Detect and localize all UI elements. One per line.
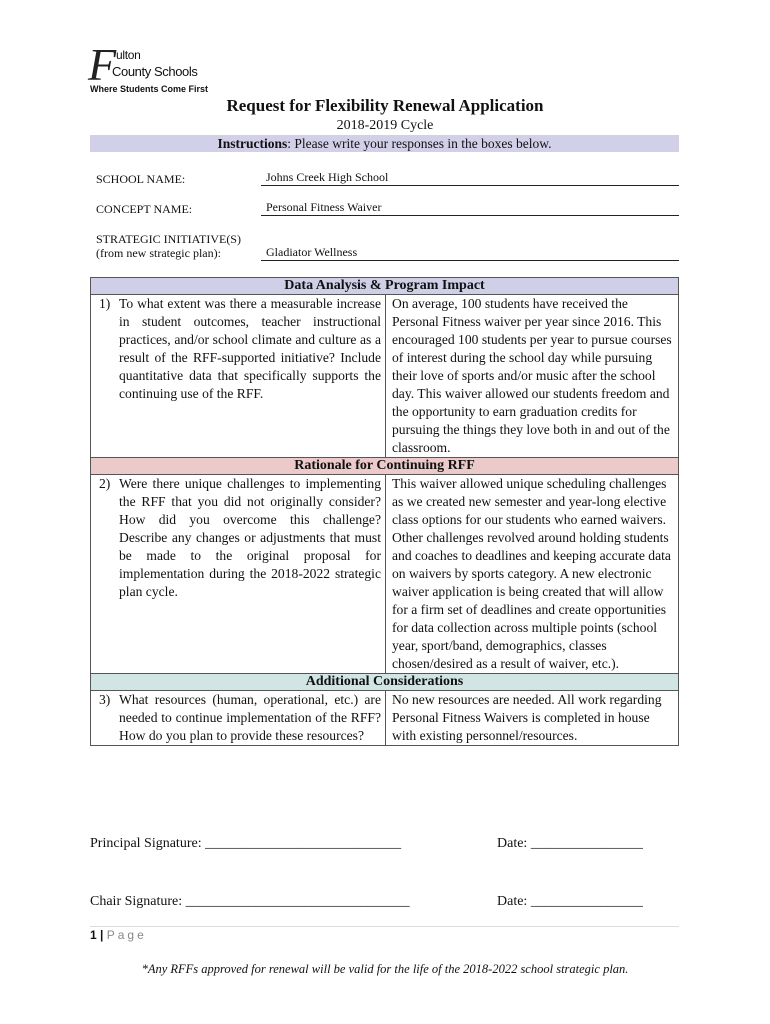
logo-line2: County Schools [112, 64, 198, 79]
instructions-bar [90, 135, 679, 152]
question-number: 1) [99, 296, 111, 311]
chair-date-line[interactable]: Date: ________________ [497, 894, 643, 909]
logo-initial: F [88, 39, 117, 90]
principal-date-line[interactable]: Date: ________________ [497, 836, 643, 851]
cycle-subtitle: 2018-2019 Cycle [336, 118, 434, 133]
page-number-value: 1 [90, 928, 97, 942]
strategic-initiative-label: STRATEGIC INITIATIVE(S) [96, 232, 241, 246]
page-number [90, 928, 147, 942]
instructions-label: Instructions [217, 136, 288, 151]
answer-cell[interactable]: On average, 100 students have received the Personal Fitness waiver per year since 2016. This encouraged 100 students per year to pursue courses of interest during the school day while pursuing their love of sports and/or music after the school day. This waiver allowed our students freedom and the opportunity to earn graduation credits for pursuing the things they love both in and out of the classroom. [386, 295, 679, 458]
school-name-field[interactable]: Johns Creek High School [261, 170, 679, 186]
page-word: Page [106, 928, 147, 942]
school-name-label: SCHOOL NAME: [96, 172, 186, 186]
question-text: Were there unique challenges to implementing the RFF that you did not originally consider? How did you overcome this challenge? Describe any changes or adjustments that must be made to the original proposal for implementation during the 2018-2022 strategic plan cycle. [119, 476, 381, 599]
question-cell [91, 475, 386, 674]
application-table [90, 277, 679, 746]
question-cell [91, 295, 386, 458]
table-row [91, 475, 679, 674]
concept-name-field[interactable]: Personal Fitness Waiver [261, 200, 679, 216]
logo-tagline: Where Students Come First [90, 84, 209, 94]
section-heading-rationale: Rationale for Continuing RFF [91, 458, 679, 475]
table-row [91, 295, 679, 458]
footnote: *Any RFFs approved for renewal will be valid for the life of the 2018-2022 school strategic plan. [141, 962, 629, 976]
concept-name-label: CONCEPT NAME: [96, 202, 193, 216]
footer-divider [90, 926, 679, 927]
answer-cell[interactable]: This waiver allowed unique scheduling challenges as we created new semester and year-long elective class options for our students who earned waivers. Other challenges revolved around holding students and coaches to deadlines and keeping accurate data on waivers by sports category. A new electronic waiver application is being created that will allow for a firm set of deadlines and create opportunities for data collection across multiple points (school year, sport/band, demographics, classes chosen/desired as a result of waiver, etc.). [386, 475, 679, 674]
principal-signature-line[interactable]: Principal Signature: ____________________________ [90, 836, 402, 851]
page-separator: | [96, 928, 107, 942]
question-text: To what extent was there a measurable increase in student outcomes, teacher instructional practices, and/or school climate and culture as a result of the RFF-supported initiative? Include quantitative data that specifically supports the continuing use of the RFF. [119, 296, 381, 401]
chair-signature-line[interactable]: Chair Signature: ________________________________ [90, 894, 410, 909]
section-heading-data-analysis: Data Analysis & Program Impact [91, 278, 679, 295]
question-number: 3) [99, 692, 111, 707]
question-cell [91, 691, 386, 746]
question-number: 2) [99, 476, 111, 491]
fulton-county-schools-logo [88, 39, 209, 98]
instructions-text: : Please write your responses in the boxes below. [287, 136, 552, 151]
table-row [91, 691, 679, 746]
section-heading-additional: Additional Considerations [91, 674, 679, 691]
answer-cell[interactable]: No new resources are needed. All work regarding Personal Fitness Waivers is completed in house with existing personnel/resources. [386, 691, 679, 746]
logo-line1: ulton [116, 48, 141, 62]
strategic-initiative-sublabel: (from new strategic plan): [96, 246, 221, 260]
strategic-initiative-field[interactable]: Gladiator Wellness [261, 245, 679, 261]
page-title: Request for Flexibility Renewal Application [226, 96, 544, 115]
question-text: What resources (human, operational, etc.) are needed to continue implementation of the RFF? How do you plan to provide these resources? [119, 692, 381, 743]
